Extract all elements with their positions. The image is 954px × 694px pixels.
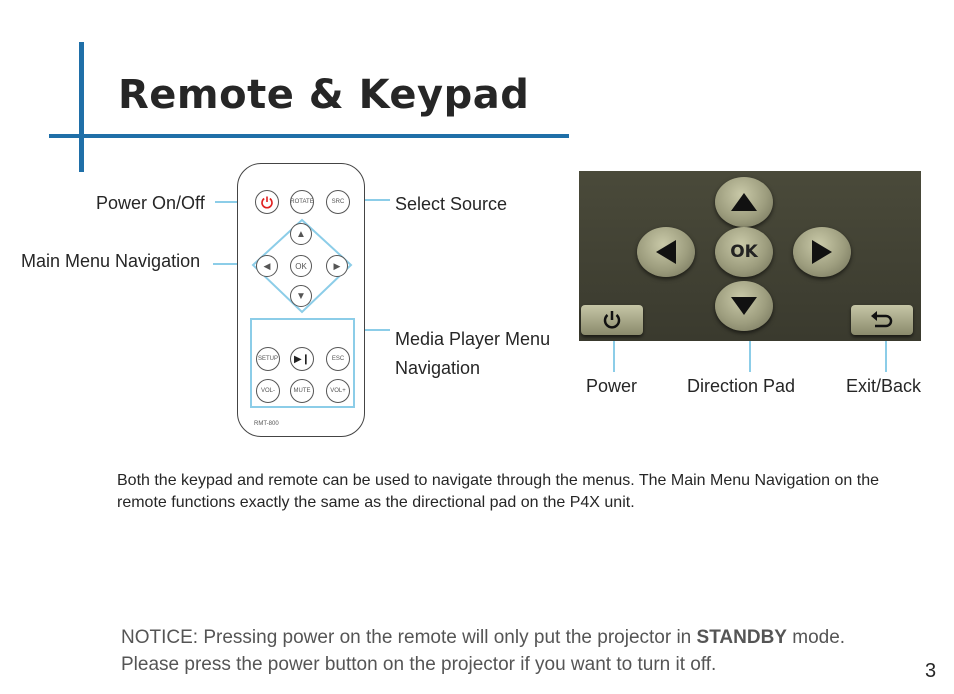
remote-left-button: ◀ bbox=[256, 255, 278, 277]
remote-model-label: RMT-800 bbox=[254, 421, 279, 427]
remote-vol-plus-button: VOL+ bbox=[326, 379, 350, 403]
keypad-down-button bbox=[715, 281, 773, 331]
label-media-player-navigation: Navigation bbox=[395, 358, 481, 378]
remote-mute-button: MUTE bbox=[290, 379, 314, 403]
label-power-on-off: Power On/Off bbox=[96, 193, 205, 213]
label-main-menu-navigation: Main Menu Navigation bbox=[21, 251, 201, 271]
remote-src-button: SRC bbox=[326, 190, 350, 214]
label-media-player-menu: Media Player Menu bbox=[395, 329, 551, 349]
power-icon bbox=[260, 195, 274, 209]
arrow-down-icon bbox=[729, 295, 759, 317]
keypad-power-button bbox=[581, 305, 643, 335]
notice-paragraph bbox=[121, 624, 901, 678]
notice-suffix: mode. Please press the power button on the projector if you want to turn it off. bbox=[121, 627, 846, 675]
power-icon bbox=[601, 309, 623, 331]
page-number: 3 bbox=[925, 660, 937, 682]
remote-setup-button: SETUP bbox=[256, 347, 280, 371]
play-pause-icon: ▶❙ bbox=[290, 347, 314, 371]
keypad-ok-button bbox=[715, 227, 773, 277]
label-exit-back: Exit/Back bbox=[846, 376, 922, 396]
keypad-right-button bbox=[793, 227, 851, 277]
keypad-image bbox=[579, 171, 921, 341]
remote-ok-button: OK bbox=[290, 255, 312, 277]
keypad-exit-back-button bbox=[851, 305, 913, 335]
notice-standby: STANDBY bbox=[696, 627, 787, 648]
remote-power-button bbox=[255, 190, 279, 214]
arrow-up-icon bbox=[729, 191, 759, 213]
remote-esc-button: ESC bbox=[326, 347, 350, 371]
remote-down-button: ▼ bbox=[290, 285, 312, 307]
page-title: Remote & Keypad bbox=[118, 72, 530, 118]
remote-up-button: ▲ bbox=[290, 223, 312, 245]
remote-control-image bbox=[237, 163, 365, 437]
label-direction-pad: Direction Pad bbox=[687, 376, 796, 396]
label-select-source: Select Source bbox=[395, 194, 508, 214]
arrow-left-icon bbox=[654, 238, 678, 266]
remote-right-button: ▶ bbox=[326, 255, 348, 277]
keypad-left-button bbox=[637, 227, 695, 277]
keypad-ok-label: OK bbox=[730, 242, 758, 262]
notice-prefix: NOTICE: Pressing power on the remote will only put the projector in bbox=[121, 627, 697, 648]
return-icon bbox=[869, 310, 895, 330]
label-keypad-power: Power bbox=[586, 376, 638, 396]
arrow-right-icon bbox=[810, 238, 834, 266]
remote-vol-minus-button: VOL- bbox=[256, 379, 280, 403]
keypad-up-button bbox=[715, 177, 773, 227]
description-paragraph: Both the keypad and remote can be used to navigate through the menus. The Main Menu Navigation on the remote functions exactly the same as the directional pad on the P4X unit. bbox=[117, 472, 879, 511]
remote-rotate-button: ROTATE bbox=[290, 190, 314, 214]
